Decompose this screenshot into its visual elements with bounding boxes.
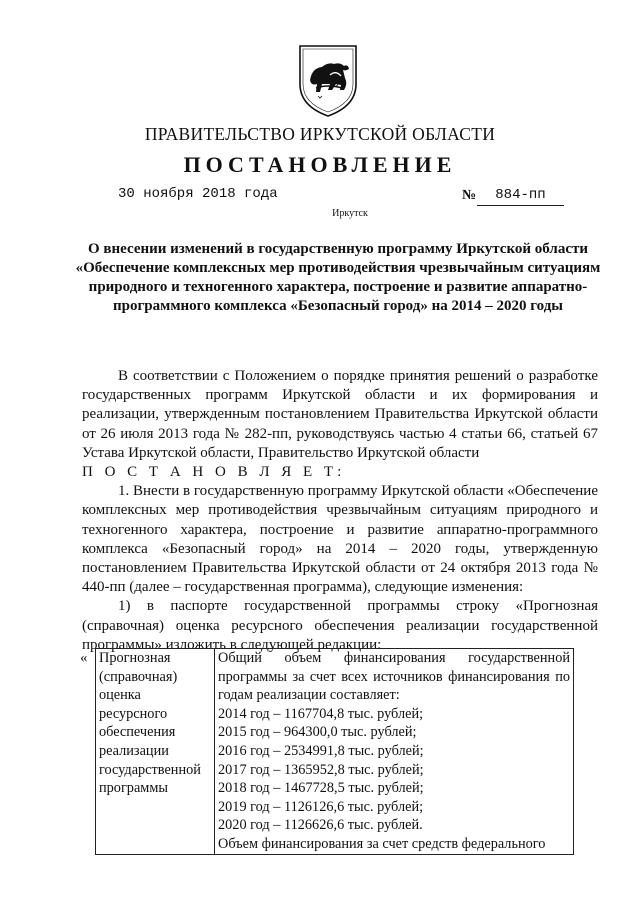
funding-year-2020: 2020 год – 1126626,6 тыс. рублей. bbox=[218, 817, 423, 834]
number-sign: № bbox=[462, 188, 477, 203]
document-type: ПОСТАНОВЛЕНИЕ bbox=[183, 152, 457, 177]
government-name: ПРАВИТЕЛЬСТВО ИРКУТСКОЙ ОБЛАСТИ bbox=[144, 124, 496, 144]
item-1-1-paragraph: 1) в паспорте государственной программы строку «Прогнозная (справочная) оценка ресурсного обеспечения реализации государственной программы» изложить в следующей редакции: bbox=[82, 598, 598, 653]
funding-year-2017: 2017 год – 1365952,8 тыс. рублей; bbox=[218, 761, 424, 778]
document-number: 884-пп bbox=[477, 187, 564, 206]
funding-year-2014: 2014 год – 1167704,8 тыс. рублей; bbox=[218, 705, 424, 722]
funding-year-2019: 2019 год – 1126126,6 тыс. рублей; bbox=[218, 798, 424, 815]
funding-year-2015: 2015 год – 964300,0 тыс. рублей; bbox=[218, 724, 417, 741]
city: Иркутск bbox=[332, 208, 368, 219]
table-cell-label: Прогнозная (справочная) оценка ресурсного обеспечения реализации государственной программы bbox=[96, 649, 215, 855]
document-body bbox=[82, 367, 598, 655]
funding-year-2016: 2016 год – 2534991,8 тыс. рублей; bbox=[218, 742, 424, 759]
passport-table bbox=[95, 648, 574, 855]
funding-intro: Общий объем финансирования государственной программы за счет всех источников финансирования по годам реализации составляет: bbox=[218, 650, 570, 704]
preamble-paragraph: В соответствии с Положением о порядке принятия решений о разработке государственных программ Иркутской области и их формирования и реализации, утвержденным постановлением Правительства Иркутской области от 26 июля 2013 года № 282-пп, руководствуясь частью 4 статьи 66, статьей 67 Устава Иркутской области, Правительство Иркутской области bbox=[82, 368, 598, 461]
open-quote: « bbox=[80, 650, 88, 666]
resolves-heading: П О С Т А Н О В Л Я Е Т: bbox=[82, 464, 346, 481]
irkutsk-coat-of-arms-icon bbox=[296, 40, 360, 118]
item-1-paragraph: 1. Внести в государственную программу Иркутской области «Обеспечение комплексных мер противодействия чрезвычайным ситуациям природного и техногенного характера, построение и развитие аппаратно-программного комплекса «Безопасный город» на 2014 – 2020 годы, утвержденную постановлением Правительства Иркутской области от 24 октября 2013 года № 440-пп (далее – государственная программа), следующие изменения: bbox=[82, 483, 598, 596]
table-row bbox=[96, 649, 574, 855]
document-title: О внесении изменений в государственную программу Иркутской области «Обеспечение комплексных мер противодействия чрезвычайным ситуациям природного и техногенного характера, построение и развитие аппаратно-программного комплекса «Безопасный город» на 2014 – 2020 годы bbox=[75, 241, 601, 314]
table-cell-funding bbox=[215, 649, 574, 855]
document-date: 30 ноября 2018 года bbox=[118, 186, 278, 202]
funding-federal: Объем финансирования за счет средств федерального bbox=[218, 835, 546, 852]
funding-year-2018: 2018 год – 1467728,5 тыс. рублей; bbox=[218, 780, 424, 797]
